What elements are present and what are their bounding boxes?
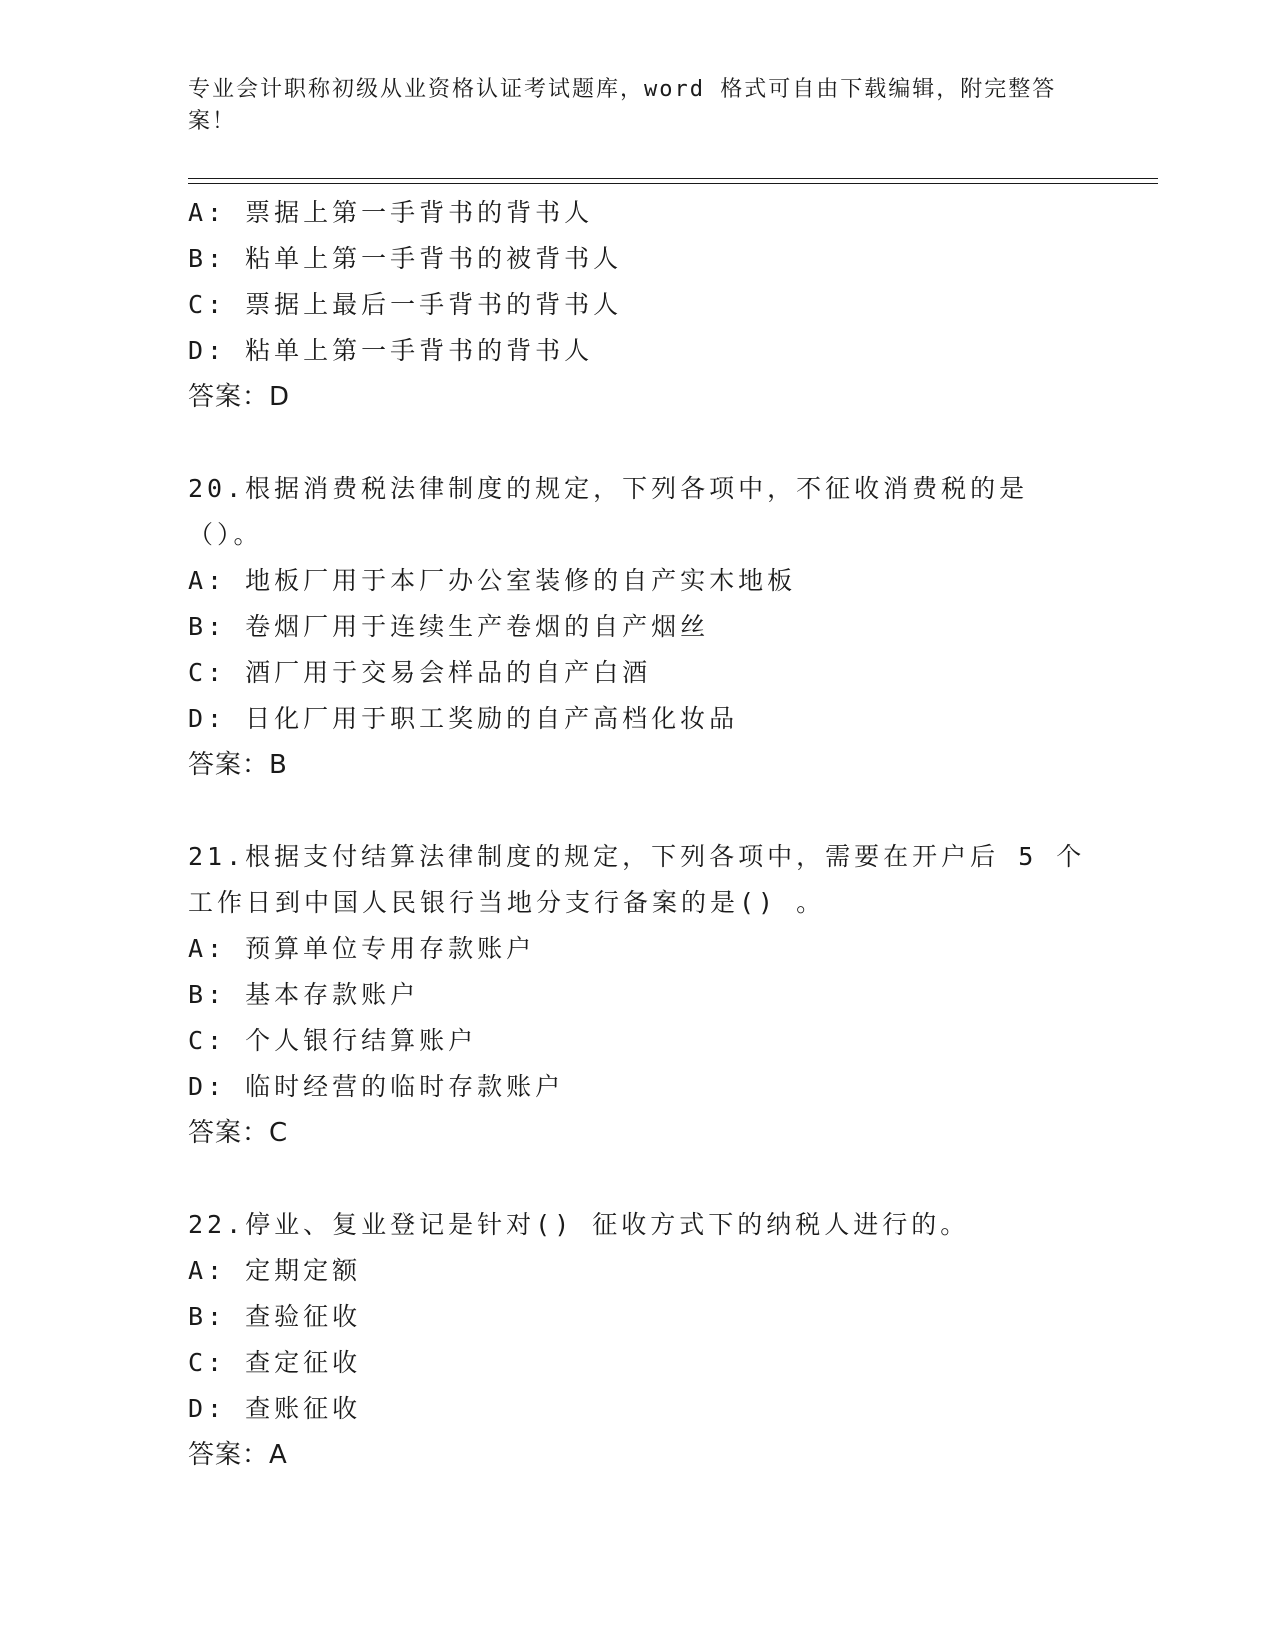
document-header: 专业会计职称初级从业资格认证考试题库，word 格式可自由下载编辑，附完整答案！	[188, 77, 1057, 134]
option-d: D: 日化厂用于职工奖励的自产高档化妆品	[188, 704, 739, 733]
option-a: A: 地板厂用于本厂办公室装修的自产实木地板	[188, 566, 797, 595]
header-divider-top	[188, 178, 1158, 179]
option-d: D: 临时经营的临时存款账户	[188, 1072, 565, 1101]
question-stem: 22.停业、复业登记是针对() 征收方式下的纳税人进行的。	[188, 1210, 970, 1239]
question-20	[188, 466, 1108, 788]
option-a: A: 票据上第一手背书的背书人	[188, 198, 594, 227]
header-divider-bottom	[188, 183, 1158, 184]
option-a: A: 预算单位专用存款账户	[188, 934, 536, 963]
spacer	[188, 788, 1108, 834]
option-c: C: 查定征收	[188, 1348, 362, 1377]
question-stem: 21.根据支付结算法律制度的规定，下列各项中，需要在开户后 5 个工作日到中国人民银行当地分支行备案的是() 。	[188, 842, 1086, 917]
question-21	[188, 834, 1108, 1156]
spacer	[188, 1156, 1108, 1202]
answer: 答案：D	[188, 382, 291, 412]
option-b: B: 查验征收	[188, 1302, 362, 1331]
answer: 答案：C	[188, 1118, 289, 1148]
question-list	[188, 190, 1108, 1478]
option-a: A: 定期定额	[188, 1256, 362, 1285]
option-d: D: 查账征收	[188, 1394, 362, 1423]
answer: 答案：A	[188, 1440, 288, 1470]
option-c: C: 票据上最后一手背书的背书人	[188, 290, 623, 319]
option-b: B: 基本存款账户	[188, 980, 420, 1009]
option-c: C: 个人银行结算账户	[188, 1026, 478, 1055]
option-b: B: 卷烟厂用于连续生产卷烟的自产烟丝	[188, 612, 710, 641]
option-d: D: 粘单上第一手背书的背书人	[188, 336, 594, 365]
question-19-continued	[188, 190, 1108, 420]
question-22	[188, 1202, 1108, 1478]
answer: 答案：B	[188, 750, 288, 780]
option-b: B: 粘单上第一手背书的被背书人	[188, 244, 623, 273]
spacer	[188, 420, 1108, 466]
question-stem: 20.根据消费税法律制度的规定，下列各项中，不征收消费税的是（）。	[188, 474, 1029, 549]
option-c: C: 酒厂用于交易会样品的自产白酒	[188, 658, 652, 687]
